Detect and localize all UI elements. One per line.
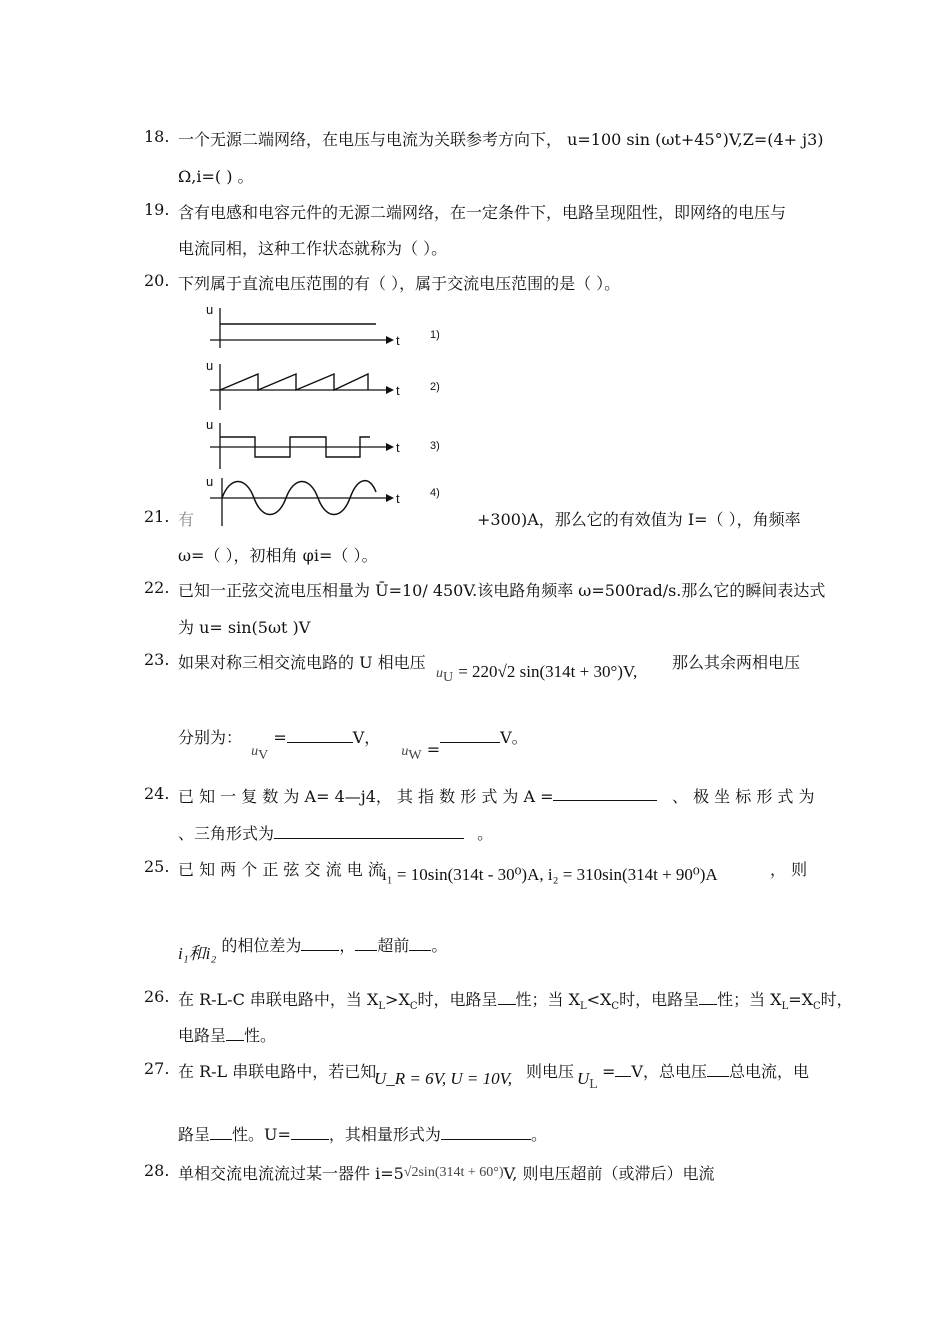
question-number: 20. bbox=[144, 271, 170, 290]
waveform-1-dc bbox=[206, 302, 440, 348]
question-text-line2: 分别为： $u_V = V$， $u_W =V$。 bbox=[178, 728, 528, 764]
svg-text:u: u bbox=[206, 358, 214, 373]
question-number: 28. bbox=[144, 1161, 170, 1180]
answer-blank bbox=[699, 990, 717, 1005]
svg-text:t: t bbox=[396, 440, 400, 455]
question-number: 22. bbox=[144, 578, 170, 597]
svg-text:t: t bbox=[396, 383, 400, 398]
question-text-line2: ω=（ ），初相角 φi=（ ）。 bbox=[178, 546, 378, 565]
answer-blank bbox=[615, 1062, 631, 1077]
formula-u-phase: $u_U = 220√2$ sin(314t + 30°)V, bbox=[436, 662, 638, 686]
figure-label-3: 3) bbox=[430, 440, 440, 452]
answer-blank bbox=[287, 728, 353, 743]
question-text-line2: 、三角形式为 。 bbox=[178, 824, 494, 843]
svg-text:t: t bbox=[396, 491, 400, 506]
question-number: 24. bbox=[144, 784, 170, 803]
question-number: 26. bbox=[144, 987, 170, 1006]
svg-text:u: u bbox=[206, 417, 214, 432]
answer-blank bbox=[274, 824, 464, 839]
answer-blank bbox=[440, 728, 500, 743]
svg-text:u: u bbox=[206, 474, 214, 489]
formula-ur: U_R = 6V, U = 10V, bbox=[374, 1069, 513, 1088]
question-number: 25. bbox=[144, 857, 170, 876]
question-text-line2: 电路呈 性。 bbox=[178, 1026, 277, 1045]
question-text: 在 R-L 串联电路中，若已知 bbox=[178, 1062, 377, 1081]
question-text-start: 有 bbox=[178, 510, 195, 529]
question-text-end: 、 极 坐 标 形 式 为 bbox=[672, 787, 815, 806]
question-text: 含有电感和电容元件的无源二端网络，在一定条件下，电路呈现阻性，即网络的电压与 bbox=[178, 203, 787, 222]
question-number: 21. bbox=[144, 507, 170, 526]
axis-u-label: u bbox=[206, 302, 214, 317]
question-text: 已知一正弦交流电压相量为 Ū=10/ 450V.该电路角频率 ω=500rad/s.那么它的瞬间表达式 bbox=[178, 581, 826, 600]
answer-blank bbox=[301, 936, 339, 951]
question-text-line2: 电流同相，这种工作状态就称为（ ）。 bbox=[178, 239, 448, 258]
question-text-line2: 路呈 性。U= ，其相量形式为 。 bbox=[178, 1125, 547, 1144]
waveform-figure bbox=[200, 298, 460, 530]
figure-label-1: 1) bbox=[430, 329, 440, 341]
question-text: 已 知 一 复 数 为 A= 4—j4， 其 指 数 形 式 为 A = bbox=[178, 787, 554, 806]
waveform-3-square bbox=[206, 417, 440, 469]
formula-ul: $U_L$ bbox=[577, 1069, 598, 1093]
question-text-line2: Ω,i=( ) 。 bbox=[178, 167, 254, 186]
question-text-b: 那么其余两相电压 bbox=[672, 653, 801, 672]
question-text-c: = V，总电压 总电流，电 bbox=[602, 1062, 809, 1081]
formula-current: √2sin(314t + 60°) bbox=[403, 1165, 504, 1180]
answer-blank bbox=[291, 1125, 329, 1140]
question-text-line2: 为 u= sin(5ωt )V bbox=[178, 618, 311, 637]
question-text-b: 则电压 bbox=[526, 1062, 575, 1081]
answer-blank bbox=[553, 786, 657, 801]
question-text-b: ， 则 bbox=[770, 860, 808, 879]
question-text-end: +300)A，那么它的有效值为 I=（ ），角频率 bbox=[477, 510, 801, 529]
answer-blank bbox=[441, 1125, 531, 1140]
question-number: 23. bbox=[144, 650, 170, 669]
formula-currents: i₁ = 10sin(314t - 30⁰)A, i₂ = 310sin(314t + 90⁰)A bbox=[382, 865, 718, 884]
figure-label-4: 4) bbox=[430, 487, 440, 499]
question-number: 18. bbox=[144, 127, 170, 146]
question-text: 一个无源二端网络，在电压与电流为关联参考方向下， u=100 sin (ωt+45°)V,Z=(4+ j3) bbox=[178, 130, 824, 149]
axis-t-label: t bbox=[396, 333, 400, 348]
question-text: 单相交流电流流过某一器件 i=5√2sin(314t + 60°)V, 则电压超前（或滞后）电流 bbox=[178, 1164, 715, 1183]
answer-blank bbox=[226, 1026, 244, 1041]
figure-label-2: 2) bbox=[430, 381, 440, 393]
answer-blank bbox=[707, 1062, 729, 1077]
waveform-2-sawtooth bbox=[206, 358, 440, 410]
question-text: 在 R-L-C 串联电路中，当 $X_L>X_C$时，电路呈 性；当 $X_L<X_C$时，电路呈 性；当 $X_L=X_C$时， bbox=[178, 990, 853, 1013]
question-text-line2: i₁和i₂ 的相位差为 ， 超前 。 bbox=[178, 936, 448, 963]
question-text: 如果对称三相交流电路的 U 相电压 bbox=[178, 653, 426, 672]
waveform-4-sine bbox=[206, 474, 440, 526]
answer-blank bbox=[210, 1125, 232, 1140]
answer-blank bbox=[409, 936, 431, 951]
question-text: 下列属于直流电压范围的有（ ），属于交流电压范围的是（ ）。 bbox=[178, 274, 621, 293]
answer-blank bbox=[355, 936, 377, 951]
answer-blank bbox=[498, 990, 516, 1005]
question-text: 已 知 两 个 正 弦 交 流 电 流 bbox=[178, 860, 384, 879]
question-number: 27. bbox=[144, 1059, 170, 1078]
question-number: 19. bbox=[144, 200, 170, 219]
